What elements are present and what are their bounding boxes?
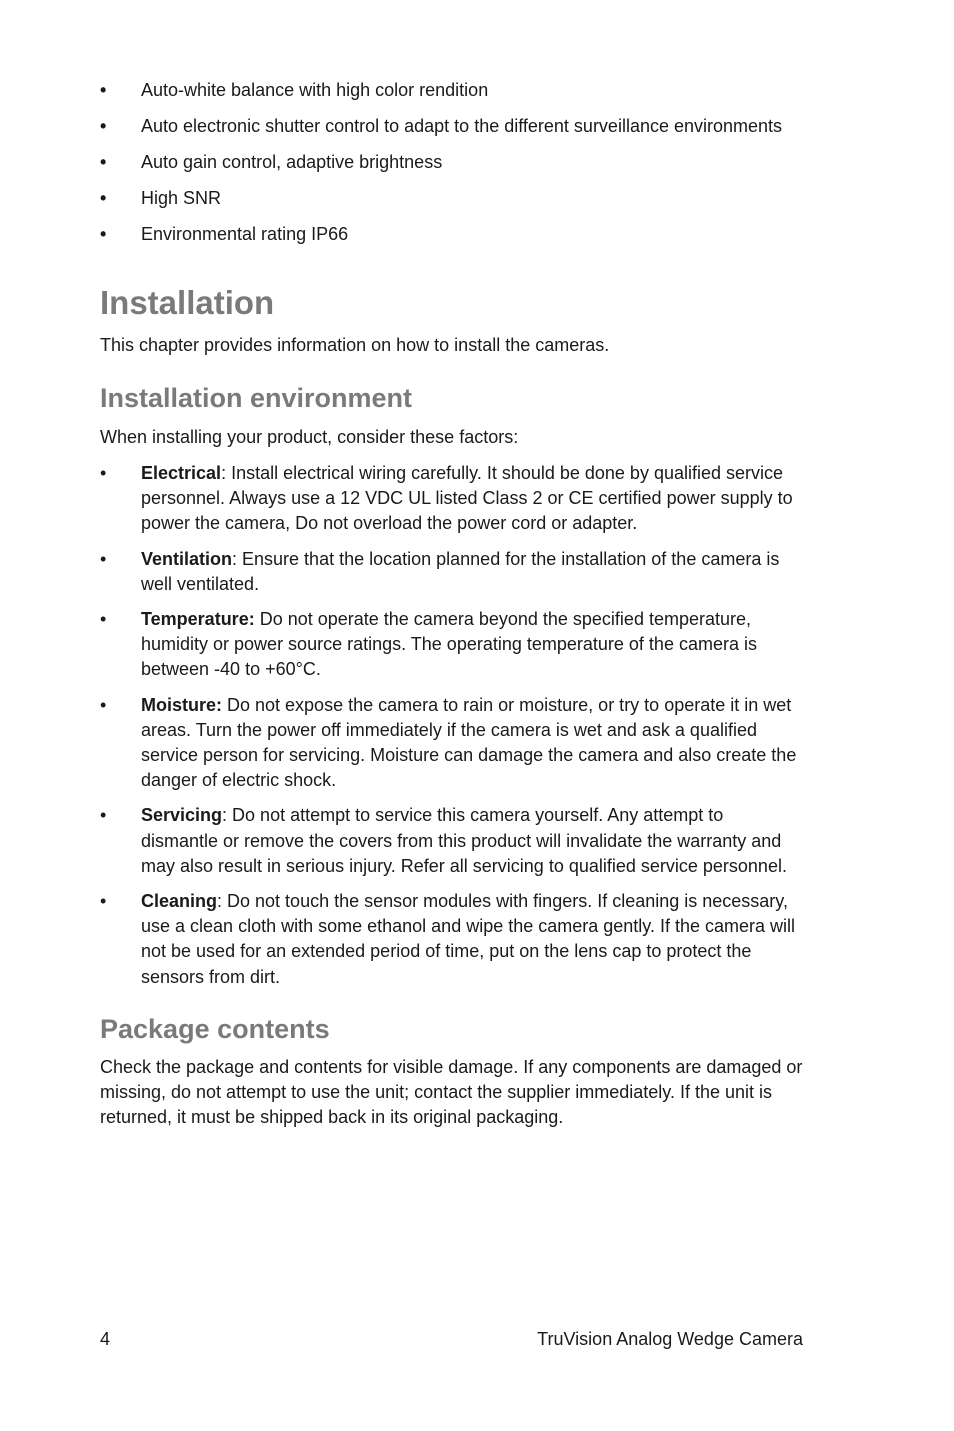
feature-text: High SNR [141, 188, 222, 208]
factor-term: Ventilation [141, 548, 233, 569]
page-number: 4 [100, 1329, 111, 1349]
list-item [100, 547, 805, 597]
list-item [100, 803, 805, 879]
factor-text: Do not operate the camera beyond the specified temperature, humidity or power source ratings. The operating temperature of the camera is between -40 to +60°C. [141, 609, 757, 680]
installation-heading: Installation [100, 284, 275, 321]
list-item [100, 889, 805, 990]
factor-term: Electrical [141, 463, 222, 483]
environment-lead: When installing your product, consider these factors: [100, 427, 519, 447]
bullet: • [100, 80, 107, 100]
bullet: • [100, 188, 107, 208]
factor-list [100, 461, 805, 990]
list-item [100, 186, 805, 211]
list-item [100, 78, 805, 103]
feature-text: Auto gain control, adaptive brightness [141, 152, 443, 172]
bullet: • [100, 463, 107, 483]
bullet: • [100, 694, 107, 715]
package-heading: Package contents [100, 1013, 330, 1044]
list-item [100, 461, 805, 537]
factor-term: Servicing [141, 805, 223, 826]
factor-text: : Ensure that the location planned for the installation of the camera is well ventilated. [141, 548, 780, 594]
factor-text: Do not expose the camera to rain or moisture, or try to operate it in wet areas. Turn the power off immediately if the camera is wet and ask a qualified service person for servicing. Moisture can damage the camera and also create the danger of electric shock. [141, 694, 797, 791]
feature-text: Environmental rating IP66 [141, 224, 349, 244]
bullet: • [100, 548, 107, 569]
environment-heading: Installation environment [100, 383, 413, 413]
factor-term: Moisture: [141, 694, 222, 715]
list-item [100, 693, 805, 794]
bullet: • [100, 805, 107, 826]
list-item [100, 607, 805, 683]
bullet: • [100, 152, 107, 172]
document-title: TruVision Analog Wedge Camera [537, 1329, 803, 1349]
factor-text: : Do not touch the sensor modules with fingers. If cleaning is necessary, use a clean cloth with some ethanol and wipe the camera gently. If the camera will not be used for an extended period of time, put on the lens cap to protect the sensors from dirt. [141, 891, 796, 987]
factor-text: : Do not attempt to service this camera yourself. Any attempt to dismantle or remove the covers from this product will invalidate the warranty and may also result in serious injury. Refer all servicing to qualified service personnel. [141, 805, 787, 876]
page-content [100, 78, 805, 1130]
page-footer [100, 1327, 803, 1352]
bullet: • [100, 609, 107, 630]
list-item [100, 114, 805, 139]
factor-text: : Install electrical wiring carefully. It should be done by qualified service personnel. Always use a 12 VDC UL listed Class 2 or CE certified power supply to power the camera, Do not overload the power cord or adapter. [141, 463, 793, 534]
bullet: • [100, 224, 107, 244]
feature-text: Auto electronic shutter control to adapt to the different surveillance environments [141, 116, 783, 136]
installation-intro: This chapter provides information on how to install the cameras. [100, 335, 610, 355]
list-item [100, 222, 805, 247]
bullet: • [100, 116, 107, 136]
factor-term: Cleaning [141, 891, 218, 912]
package-text: Check the package and contents for visible damage. If any components are damaged or missing, do not attempt to use the unit; contact the supplier immediately. If the unit is returned, it must be shipped back in its original packaging. [100, 1056, 803, 1128]
factor-term: Temperature: [141, 609, 255, 630]
bullet: • [100, 891, 107, 912]
feature-list [100, 78, 805, 247]
list-item [100, 150, 805, 175]
feature-text: Auto-white balance with high color rendition [141, 80, 489, 100]
